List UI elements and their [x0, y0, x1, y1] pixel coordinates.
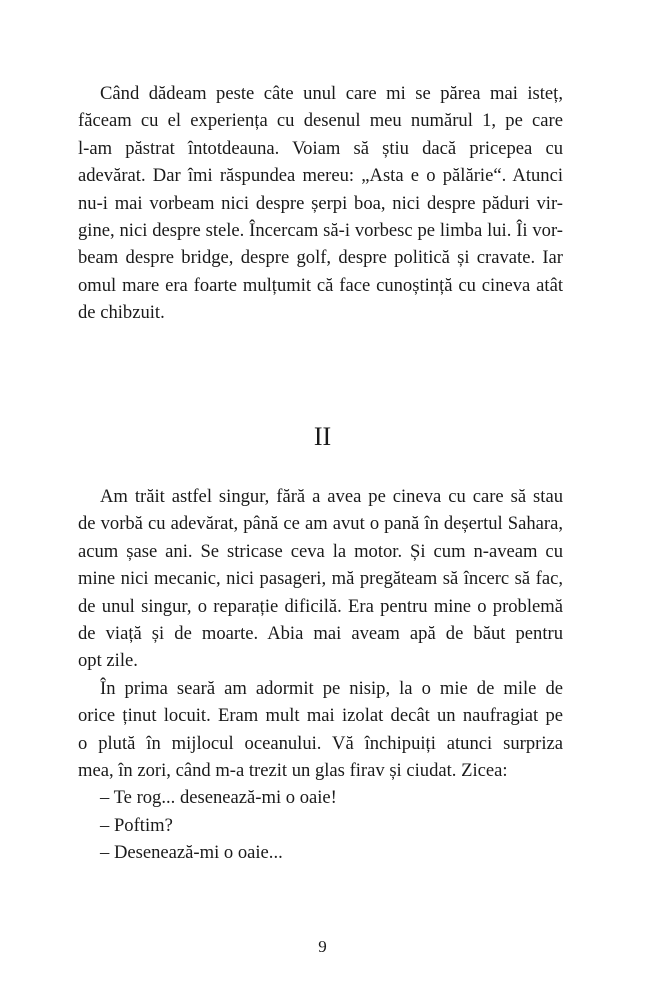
text-line: o plută în mijlocul oceanului. Vă închipuiți atunci surpriza [78, 732, 563, 754]
text-line: omul mare era foarte mulțumit că face cunoștință cu cineva atât [78, 274, 563, 296]
paragraph-sahara [78, 483, 563, 675]
text-line: mea, în zori, când m-a trezit un glas firav și ciudat. Zicea: [78, 760, 508, 782]
dialogue-line: – Poftim? [100, 814, 173, 836]
text-line: orice ținut locuit. Eram mult mai izolat decât un naufragiat pe [78, 705, 563, 727]
dialogue-line: – Desenează-mi o oaie... [100, 842, 283, 864]
text-line: gine, nici despre stele. Încercam să-i vorbesc pe limba lui. Îi vor- [78, 220, 563, 242]
text-line: de unul singur, o reparație dificilă. Era pentru mine o problemă [78, 595, 563, 617]
chapter-body [78, 483, 563, 867]
text-line: beam despre bridge, despre golf, despre politică și cravate. Iar [78, 247, 563, 269]
text-line: adevărat. Dar îmi răspundea mereu: „Asta e o pălărie“. Atunci [78, 165, 563, 187]
text-line: de chibzuit. [78, 302, 165, 324]
page-number: 9 [318, 937, 327, 956]
text-line: făceam cu el experiența cu desenul meu numărul 1, pe care [78, 110, 563, 132]
text-line: mine nici mecanic, nici pasageri, mă pregăteam să încerc să fac, [78, 568, 563, 590]
text-line: Am trăit astfel singur, fără a avea pe cineva cu care să stau [100, 486, 563, 507]
paragraph-first-night [78, 675, 563, 785]
text-line: l-am păstrat întotdeauna. Voiam să știu dacă pricepea cu [78, 137, 563, 159]
text-line: de vorbă cu adevărat, până ce am avut o pană în deșertul Sahara, [78, 513, 563, 535]
chapter-heading: II [313, 422, 332, 451]
text-line: În prima seară am adormit pe nisip, la o mie de mile de [100, 677, 563, 699]
text-line: nu-i mai vorbeam nici despre șerpi boa, nici despre păduri vir- [78, 192, 563, 214]
text-line: de viață și de moarte. Abia mai aveam apă de băut pentru [78, 623, 563, 645]
dialogue-line: – Te rog... desenează-mi o oaie! [100, 787, 337, 809]
text-line: opt zile. [78, 650, 138, 672]
text-line: acum șase ani. Se stricase ceva la motor. Și cum n-aveam cu [78, 540, 563, 562]
paragraph-intro [78, 80, 563, 327]
text-line: Când dădeam peste câte unul care mi se părea mai isteț, [100, 83, 563, 104]
dialogue [78, 784, 563, 866]
